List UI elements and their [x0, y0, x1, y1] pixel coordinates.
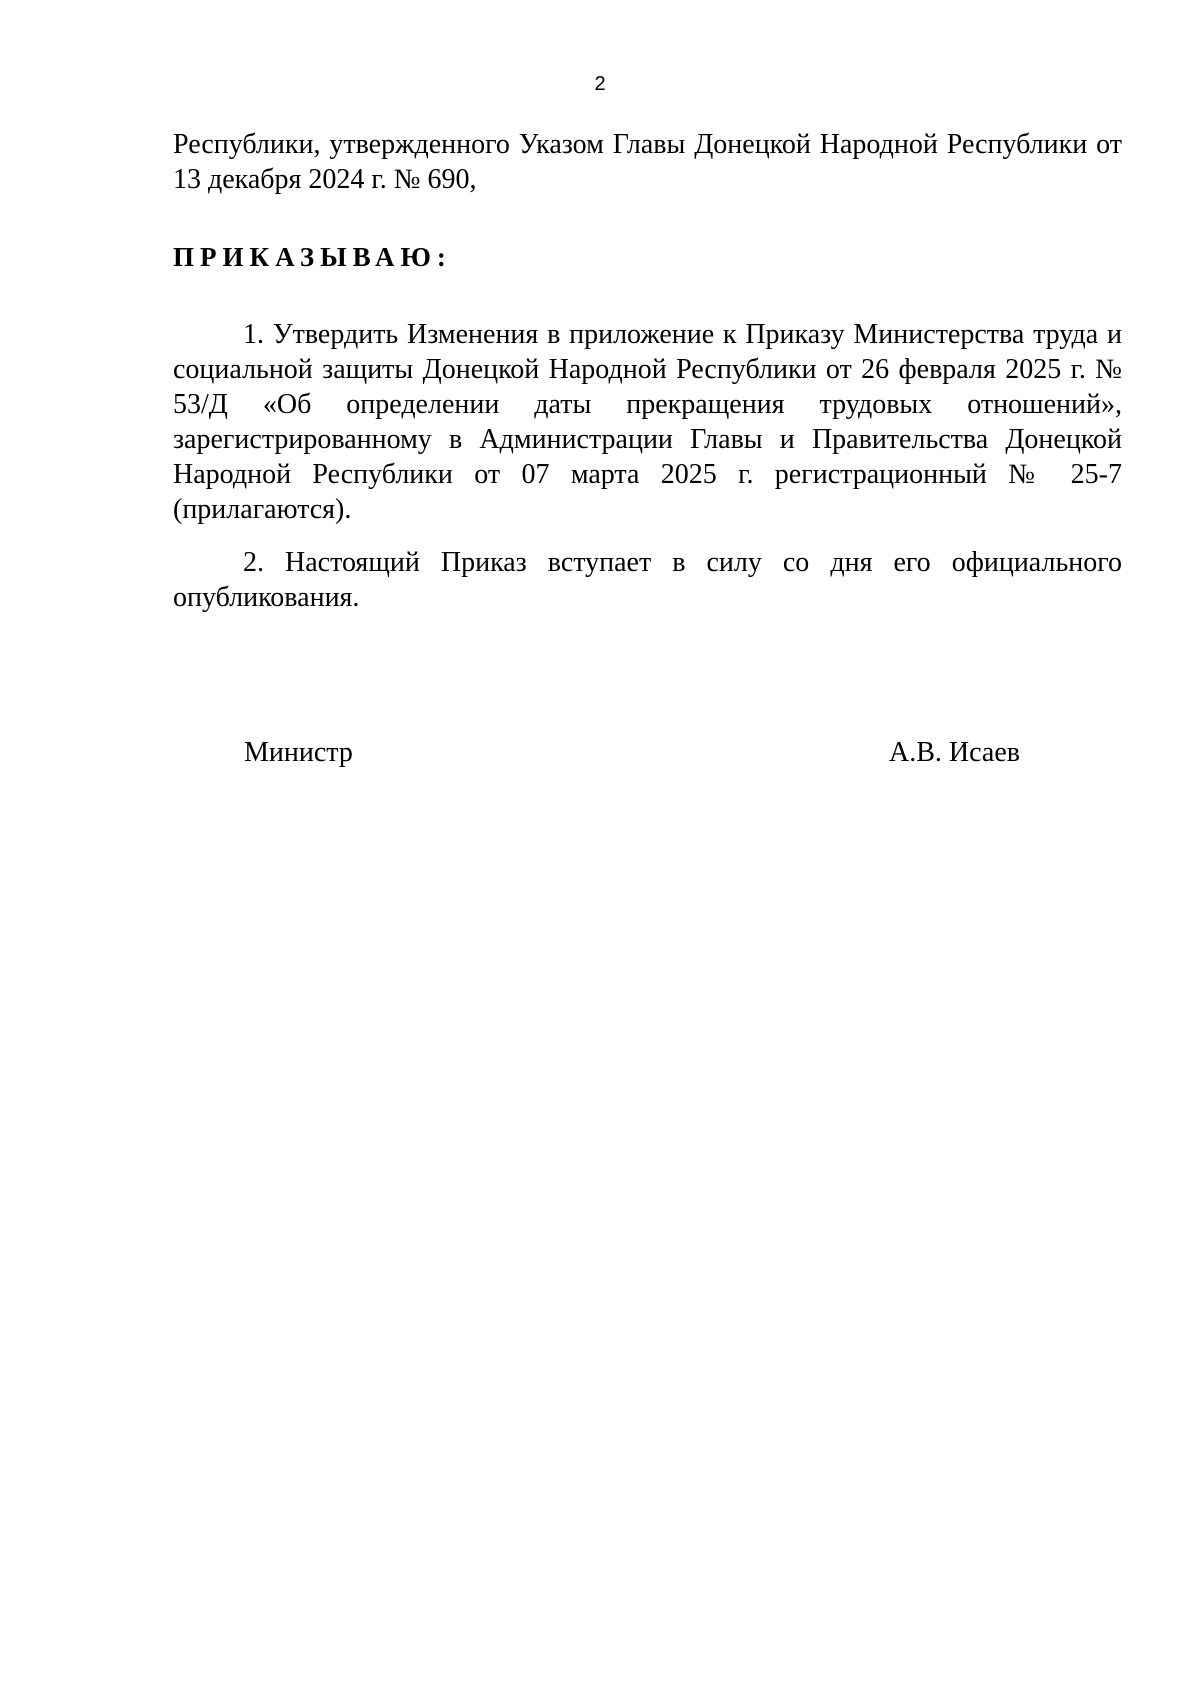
paragraph-1: 1. Утвердить Изменения в приложение к Приказу Министерства труда и социальной защиты Донецкой Народной Республики от 26 февраля 2025 г. № 53/Д «Об определении даты прекращения трудовых отношений», зарегистрированному в Администрации Главы и Правительства Донецкой Народной Республики от 07 марта 2025 г. регистрационный № 25-7 (прилагаются). — [173, 319, 1122, 525]
signature-name: А.В. Исаев — [889, 737, 1020, 768]
paragraph-2: 2. Настоящий Приказ вступает в силу со дня его официального опубликования. — [173, 547, 1122, 613]
page-number: 2 — [594, 73, 606, 95]
signature-title: Министр — [244, 737, 353, 768]
intro-paragraph: Республики, утвержденного Указом Главы Донецкой Народной Республики от 13 декабря 2024 г. № 690, — [173, 129, 1122, 195]
order-heading: ПРИКАЗЫВАЮ: — [173, 242, 452, 272]
